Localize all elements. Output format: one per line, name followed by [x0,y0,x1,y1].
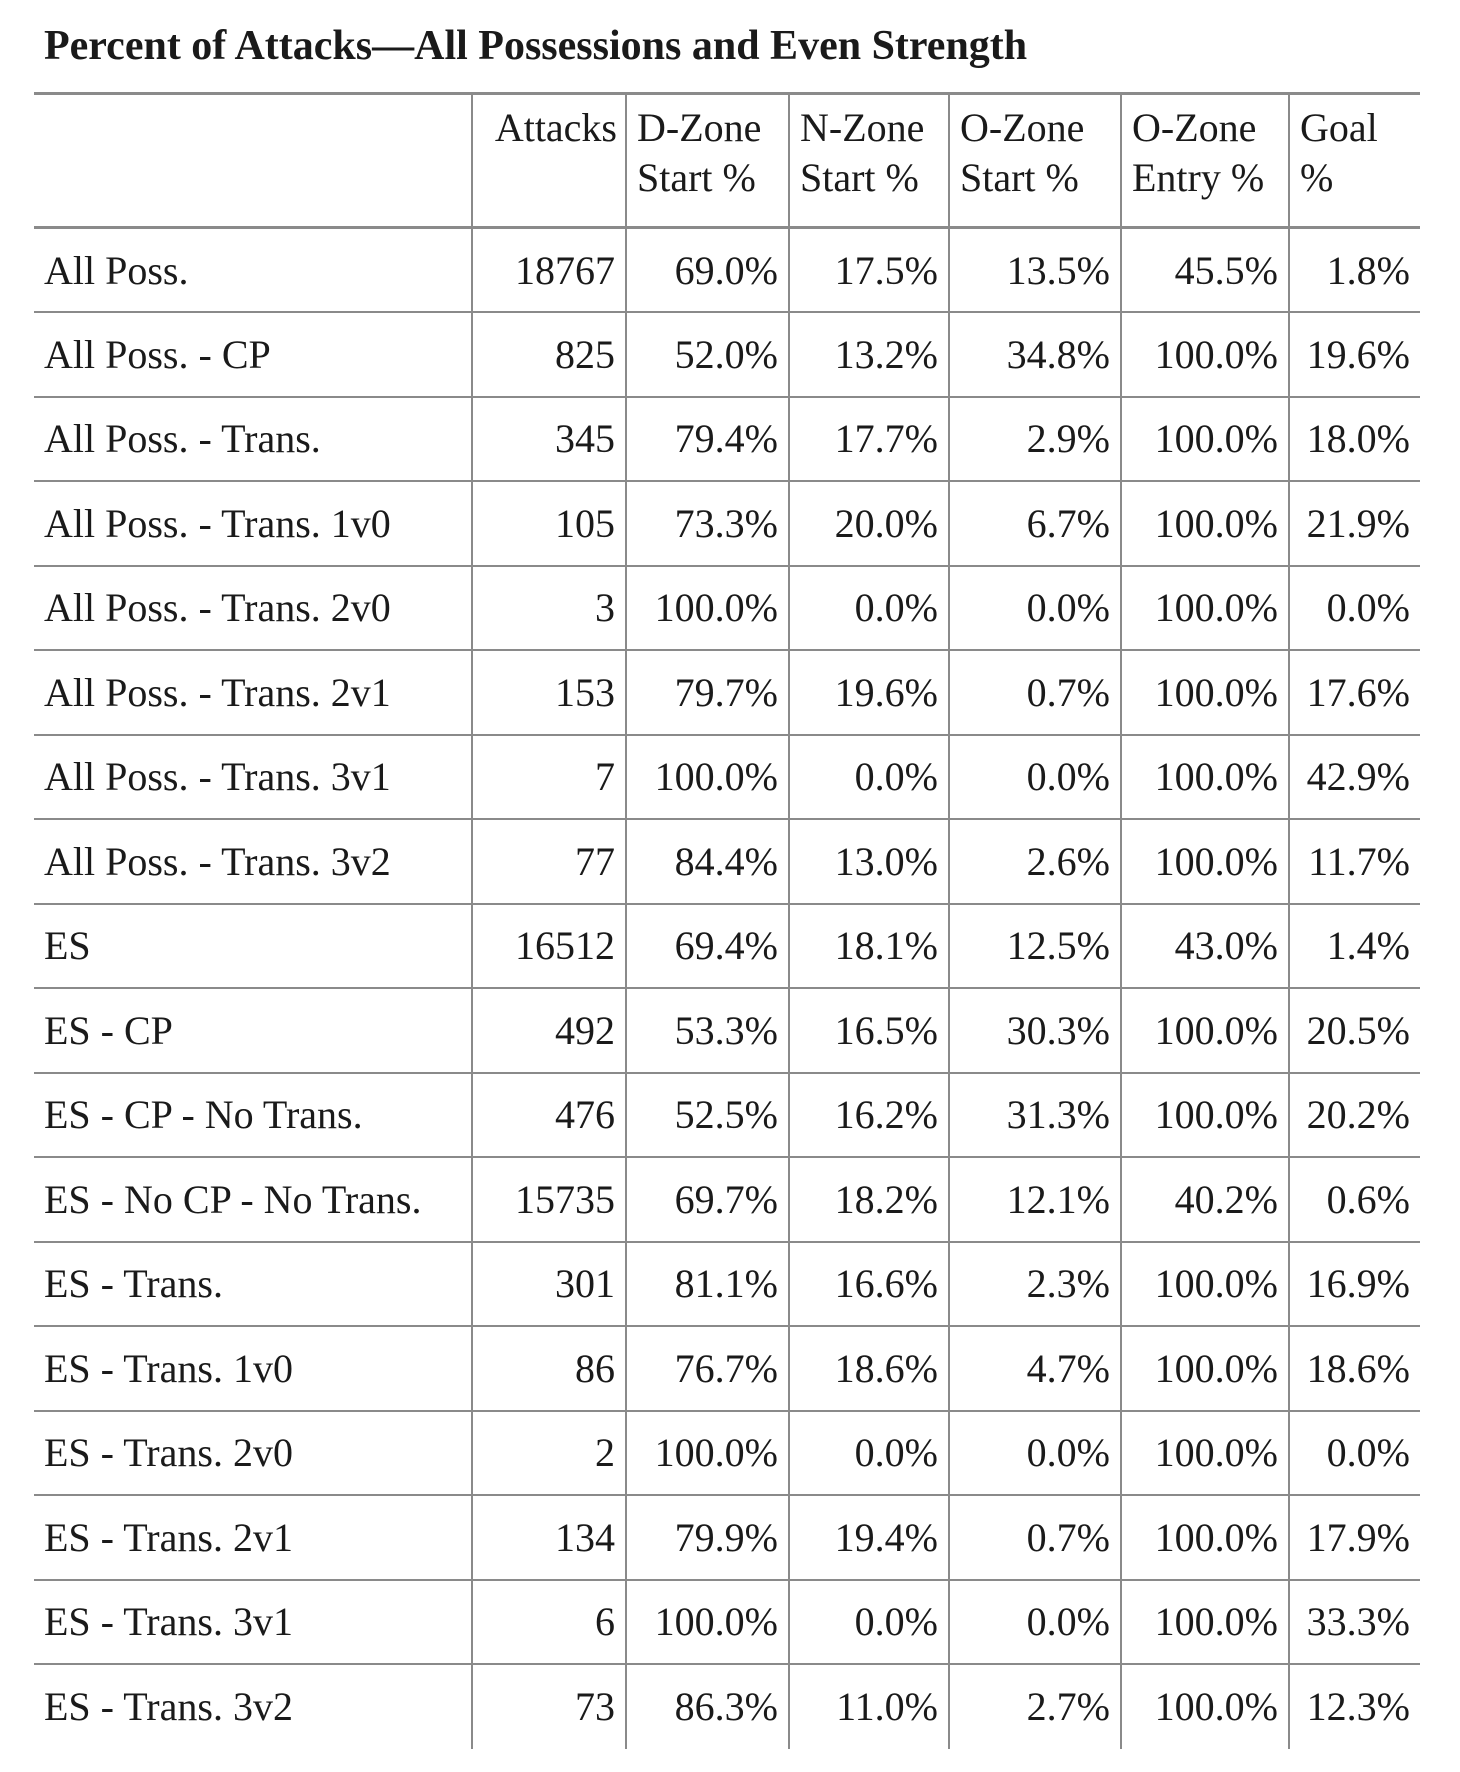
dzone-start-cell: 100.0% [626,1580,789,1665]
nzone-start-cell: 17.5% [789,228,949,313]
dzone-start-cell: 73.3% [626,481,789,566]
row-label: All Poss. - Trans. 2v0 [44,585,391,631]
row-label: ES - CP - No Trans. [44,1092,363,1138]
row-label: All Poss. - Trans. 3v1 [44,754,391,800]
row-label: All Poss. - CP [44,331,271,377]
attacks-cell: 492 [472,988,626,1073]
ozone-start-cell: 6.7% [949,481,1121,566]
table-row [34,904,1420,989]
nzone-start-cell: 11.0% [789,1664,949,1749]
dzone-start-cell: 69.4% [626,904,789,989]
ozone-start-cell: 2.9% [949,397,1121,482]
dzone-start-cell: 79.9% [626,1495,789,1580]
ozone-start-cell: 0.7% [949,1495,1121,1580]
nzone-start-cell: 18.6% [789,1326,949,1411]
ozone-entry-cell: 100.0% [1121,735,1289,820]
table-row [34,1073,1420,1158]
ozone-start-cell: 12.5% [949,904,1121,989]
ozone-entry-cell: 100.0% [1121,1073,1289,1158]
ozone-entry-cell: 43.0% [1121,904,1289,989]
goal-cell: 0.6% [1289,1157,1420,1242]
ozone-entry-cell: 40.2% [1121,1157,1289,1242]
dzone-start-cell: 100.0% [626,735,789,820]
header-row [34,94,1420,228]
ozone-start-cell: 34.8% [949,312,1121,397]
ozone-entry-cell: 100.0% [1121,566,1289,651]
table-row [34,397,1420,482]
table-row [34,1664,1420,1749]
attacks-cell: 476 [472,1073,626,1158]
row-label: ES - No CP - No Trans. [44,1176,422,1222]
ozone-start-cell: 0.0% [949,1580,1121,1665]
dzone-start-cell: 69.0% [626,228,789,313]
row-label: ES - Trans. 3v1 [44,1599,293,1645]
goal-cell: 17.6% [1289,650,1420,735]
attacks-cell: 77 [472,819,626,904]
table-body [34,228,1420,1749]
ozone-entry-cell: 100.0% [1121,1580,1289,1665]
row-label: ES - Trans. [44,1261,223,1307]
ozone-entry-cell: 100.0% [1121,312,1289,397]
ozone-start-cell: 0.0% [949,1411,1121,1496]
table-row [34,650,1420,735]
row-label: All Poss. - Trans. [44,416,321,462]
attacks-cell: 73 [472,1664,626,1749]
table-row [34,1157,1420,1242]
attacks-cell: 2 [472,1411,626,1496]
nzone-start-cell: 0.0% [789,566,949,651]
row-label: All Poss. [44,247,189,293]
dzone-start-cell: 86.3% [626,1664,789,1749]
table-row [34,312,1420,397]
row-label: All Poss. - Trans. 1v0 [44,500,391,546]
ozone-start-cell: 2.3% [949,1242,1121,1327]
attacks-cell: 86 [472,1326,626,1411]
row-label: ES - Trans. 2v1 [44,1514,293,1560]
dzone-start-cell: 84.4% [626,819,789,904]
ozone-start-cell: 13.5% [949,228,1121,313]
ozone-start-cell: 2.7% [949,1664,1121,1749]
nzone-start-cell: 17.7% [789,397,949,482]
nzone-start-cell: 20.0% [789,481,949,566]
nzone-start-cell: 0.0% [789,1411,949,1496]
goal-header: Goal % [1289,94,1420,228]
goal-cell: 20.5% [1289,988,1420,1073]
dzone-start-cell: 79.7% [626,650,789,735]
ozone-start-cell: 2.6% [949,819,1121,904]
attacks-cell: 3 [472,566,626,651]
attacks-cell: 134 [472,1495,626,1580]
attacks-header: Attacks [472,94,626,228]
ozone-entry-cell: 100.0% [1121,1664,1289,1749]
dzone-start-cell: 53.3% [626,988,789,1073]
table-row [34,566,1420,651]
goal-cell: 16.9% [1289,1242,1420,1327]
attacks-cell: 7 [472,735,626,820]
attacks-cell: 345 [472,397,626,482]
dzone-start-cell: 76.7% [626,1326,789,1411]
ozone-start-cell: 30.3% [949,988,1121,1073]
ozone-entry-cell: 100.0% [1121,397,1289,482]
row-label: ES - CP [44,1007,173,1053]
nzone-start-cell: 0.0% [789,1580,949,1665]
row-label: ES [44,923,91,969]
goal-cell: 12.3% [1289,1664,1420,1749]
ozone-entry-cell: 100.0% [1121,988,1289,1073]
goal-cell: 33.3% [1289,1580,1420,1665]
attacks-table [34,92,1420,1749]
ozone-start-cell: 0.0% [949,566,1121,651]
attacks-cell: 6 [472,1580,626,1665]
ozone-entry-cell: 100.0% [1121,481,1289,566]
nzone-start-cell: 16.6% [789,1242,949,1327]
nzone-start-cell: 16.5% [789,988,949,1073]
table-row [34,481,1420,566]
table-row [34,735,1420,820]
nzone-start-cell: 19.4% [789,1495,949,1580]
goal-cell: 1.8% [1289,228,1420,313]
goal-cell: 42.9% [1289,735,1420,820]
ozone-entry-cell: 100.0% [1121,819,1289,904]
nzone-start-cell: 16.2% [789,1073,949,1158]
ozone-entry-cell: 100.0% [1121,1495,1289,1580]
ozone-start-cell: 12.1% [949,1157,1121,1242]
attacks-cell: 18767 [472,228,626,313]
dzone-start-cell: 79.4% [626,397,789,482]
row-label: ES - Trans. 2v0 [44,1430,293,1476]
goal-cell: 0.0% [1289,566,1420,651]
nzone-start-cell: 18.2% [789,1157,949,1242]
row-label: ES - Trans. 1v0 [44,1345,293,1391]
attacks-cell: 153 [472,650,626,735]
ozone-entry-cell: 100.0% [1121,1411,1289,1496]
nzone-start-cell: 19.6% [789,650,949,735]
ozone-start-header: O-Zone Start % [949,94,1121,228]
ozone-start-cell: 4.7% [949,1326,1121,1411]
row-label: ES - Trans. 3v2 [44,1684,293,1730]
goal-cell: 17.9% [1289,1495,1420,1580]
dzone-start-cell: 100.0% [626,566,789,651]
ozone-start-cell: 0.7% [949,650,1121,735]
table-row [34,1580,1420,1665]
ozone-entry-cell: 45.5% [1121,228,1289,313]
dzone-start-header: D-Zone Start % [626,94,789,228]
table-row [34,1326,1420,1411]
goal-cell: 11.7% [1289,819,1420,904]
nzone-start-cell: 13.0% [789,819,949,904]
ozone-entry-cell: 100.0% [1121,1242,1289,1327]
goal-cell: 1.4% [1289,904,1420,989]
goal-cell: 18.0% [1289,397,1420,482]
nzone-start-cell: 0.0% [789,735,949,820]
nzone-start-cell: 13.2% [789,312,949,397]
goal-cell: 19.6% [1289,312,1420,397]
attacks-cell: 301 [472,1242,626,1327]
dzone-start-cell: 81.1% [626,1242,789,1327]
dzone-start-cell: 52.5% [626,1073,789,1158]
dzone-start-cell: 69.7% [626,1157,789,1242]
attacks-cell: 825 [472,312,626,397]
row-label: All Poss. - Trans. 2v1 [44,669,391,715]
ozone-entry-cell: 100.0% [1121,650,1289,735]
table-row [34,1411,1420,1496]
table-row [34,819,1420,904]
ozone-start-cell: 0.0% [949,735,1121,820]
row-label-header [34,94,472,228]
dzone-start-cell: 52.0% [626,312,789,397]
goal-cell: 0.0% [1289,1411,1420,1496]
table-title: Percent of Attacks—All Possessions and Even Strength [44,23,1028,69]
ozone-start-cell: 31.3% [949,1073,1121,1158]
table-row [34,1495,1420,1580]
goal-cell: 21.9% [1289,481,1420,566]
goal-cell: 20.2% [1289,1073,1420,1158]
table-row [34,988,1420,1073]
goal-cell: 18.6% [1289,1326,1420,1411]
dzone-start-cell: 100.0% [626,1411,789,1496]
nzone-start-header: N-Zone Start % [789,94,949,228]
table-row [34,1242,1420,1327]
nzone-start-cell: 18.1% [789,904,949,989]
table-row [34,228,1420,313]
attacks-cell: 16512 [472,904,626,989]
attacks-cell: 15735 [472,1157,626,1242]
ozone-entry-cell: 100.0% [1121,1326,1289,1411]
attacks-cell: 105 [472,481,626,566]
ozone-entry-header: O-Zone Entry % [1121,94,1289,228]
row-label: All Poss. - Trans. 3v2 [44,838,391,884]
